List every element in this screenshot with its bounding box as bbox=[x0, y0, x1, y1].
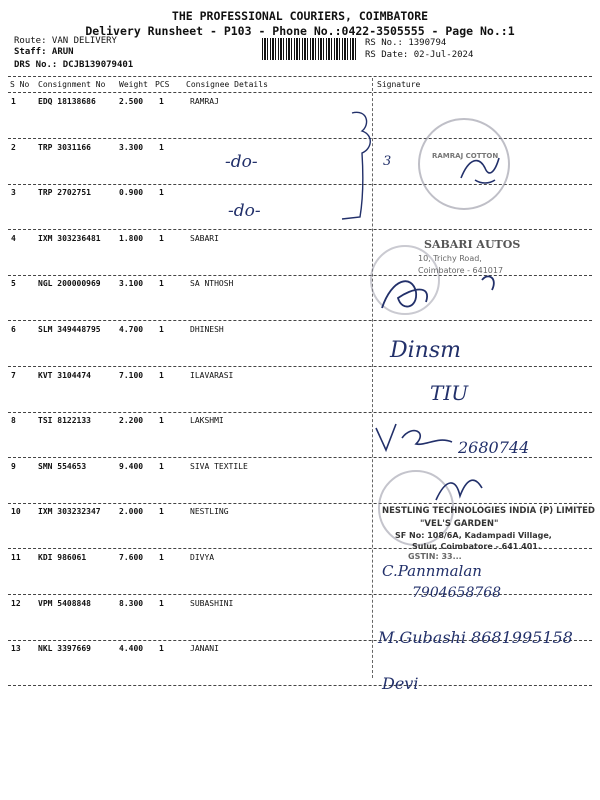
col-header-sno: S No bbox=[10, 80, 30, 89]
row-sno: 11 bbox=[11, 553, 21, 562]
row-pcs: 1 bbox=[159, 97, 164, 106]
row-pcs: 1 bbox=[159, 462, 164, 471]
row-divider bbox=[8, 412, 592, 413]
row-sno: 5 bbox=[11, 279, 16, 288]
nestling-stamp-line3: SF No: 108/6A, Kadampadi Village, bbox=[395, 531, 552, 540]
row-weight: 7.100 bbox=[119, 371, 144, 380]
row-sno: 13 bbox=[11, 644, 21, 653]
col-header-signature: Signature bbox=[377, 80, 421, 89]
row-pcs: 1 bbox=[159, 644, 164, 653]
row-consignee: LAKSHMI bbox=[190, 416, 224, 425]
row-consignee: ILAVARASI bbox=[190, 371, 234, 380]
col-header-consignee: Consignee Details bbox=[186, 80, 268, 89]
staff-label: Staff: ARUN bbox=[14, 47, 74, 57]
row-pcs: 1 bbox=[159, 599, 164, 608]
row-weight: 2.200 bbox=[119, 416, 144, 425]
row-consignee: NESTLING bbox=[190, 507, 229, 516]
row-weight: 1.800 bbox=[119, 234, 144, 243]
row-consignment-no: SMN 554653 bbox=[38, 462, 87, 471]
row-consignment-no: IXM 303236481 bbox=[38, 234, 101, 243]
row-divider bbox=[8, 138, 592, 139]
col-header-weight: Weight bbox=[119, 80, 148, 89]
row-sno: 9 bbox=[11, 462, 16, 471]
row2-ditto-handwritten: -do- bbox=[225, 152, 258, 172]
row7-signature: TIU bbox=[430, 381, 469, 405]
row-consignee: SUBASHINI bbox=[190, 599, 234, 608]
row3-ditto-handwritten: -do- bbox=[228, 201, 261, 221]
sabari-stamp-address2: Coimbatore - 641017 bbox=[418, 266, 504, 275]
row-weight: 2.000 bbox=[119, 507, 144, 516]
row5-signature bbox=[372, 268, 512, 320]
row-consignment-no: KDI 986061 bbox=[38, 553, 87, 562]
row6-signature: Dinsm bbox=[390, 338, 461, 363]
sabari-stamp-name: SABARI AUTOS bbox=[424, 238, 521, 251]
row-sno: 1 bbox=[11, 97, 16, 106]
row-consignment-no: IXM 303232347 bbox=[38, 507, 101, 516]
row-divider bbox=[8, 457, 592, 458]
row-weight: 4.700 bbox=[119, 325, 144, 334]
row-pcs: 1 bbox=[159, 279, 164, 288]
row-pcs: 1 bbox=[159, 325, 164, 334]
row-weight: 3.100 bbox=[119, 279, 144, 288]
row11-signature: C.Pannmalan bbox=[382, 562, 482, 580]
drs-number: DRS No.: DCJB139079401 bbox=[14, 60, 134, 70]
header-rule bbox=[8, 92, 592, 93]
row-consignment-no: NKL 3397669 bbox=[38, 644, 91, 653]
nestling-stamp-line4: Sulur, Coimbatore - 641 401. bbox=[412, 542, 541, 551]
row-weight: 0.900 bbox=[119, 188, 144, 197]
bracket-scribble bbox=[340, 105, 380, 225]
table-top-rule bbox=[8, 76, 592, 77]
row-consignment-no: NGL 200000969 bbox=[38, 279, 101, 288]
row-weight: 9.400 bbox=[119, 462, 144, 471]
row8-phone-handwritten: 2680744 bbox=[458, 438, 530, 457]
row-consignment-no: TRP 2702751 bbox=[38, 188, 91, 197]
row-sno: 8 bbox=[11, 416, 16, 425]
row2-signature bbox=[455, 150, 505, 190]
row11-phone-handwritten: 7904658768 bbox=[412, 585, 502, 601]
row-divider bbox=[8, 594, 592, 595]
row-sno: 6 bbox=[11, 325, 16, 334]
nestling-stamp-line5: GSTIN: 33... bbox=[408, 552, 462, 561]
row-consignment-no: SLM 349448795 bbox=[38, 325, 101, 334]
row2-mark-handwritten: 3 bbox=[383, 154, 392, 169]
row-pcs: 1 bbox=[159, 188, 164, 197]
nestling-stamp-name: NESTLING TECHNOLOGIES INDIA (P) LIMITED bbox=[382, 506, 595, 516]
row-divider bbox=[8, 366, 592, 367]
row-weight: 7.600 bbox=[119, 553, 144, 562]
row-consignee: SA NTHOSH bbox=[190, 279, 234, 288]
row13-signature: Devi bbox=[382, 674, 419, 693]
row-sno: 7 bbox=[11, 371, 16, 380]
row-consignment-no: VPM 5408848 bbox=[38, 599, 91, 608]
ramraj-stamp-text: RAMRAJ COTTON bbox=[432, 152, 499, 160]
row-sno: 10 bbox=[11, 507, 21, 516]
row-consignee: DHINESH bbox=[190, 325, 224, 334]
row-consignee: JANANI bbox=[190, 644, 219, 653]
row-sno: 3 bbox=[11, 188, 16, 197]
row-weight: 3.300 bbox=[119, 143, 144, 152]
row-pcs: 1 bbox=[159, 553, 164, 562]
row-pcs: 1 bbox=[159, 234, 164, 243]
row-consignment-no: TRP 3031166 bbox=[38, 143, 91, 152]
rs-date: RS Date: 02-Jul-2024 bbox=[365, 50, 474, 60]
runsheet-subtitle: Delivery Runsheet - P103 - Phone No.:0422-3505555 - Page No.:1 bbox=[85, 24, 515, 38]
row-divider bbox=[8, 503, 592, 504]
row-weight: 8.300 bbox=[119, 599, 144, 608]
nestling-stamp-line2: "VEL'S GARDEN" bbox=[420, 519, 499, 529]
row-divider bbox=[8, 685, 592, 686]
rs-number: RS No.: 1390794 bbox=[365, 38, 447, 48]
row-divider bbox=[8, 320, 592, 321]
row12-signature: M.Gubashi 8681995158 bbox=[378, 628, 573, 647]
row-consignee: SABARI bbox=[190, 234, 219, 243]
row-sno: 4 bbox=[11, 234, 16, 243]
col-header-pcs: PCS bbox=[155, 80, 170, 89]
row-pcs: 1 bbox=[159, 416, 164, 425]
sabari-stamp-address1: 10, Trichy Road, bbox=[418, 254, 482, 263]
row-consignment-no: TSI 8122133 bbox=[38, 416, 91, 425]
row-sno: 2 bbox=[11, 143, 16, 152]
row-pcs: 1 bbox=[159, 371, 164, 380]
barcode bbox=[262, 38, 358, 60]
row-divider bbox=[8, 229, 592, 230]
row9-signature bbox=[430, 470, 490, 510]
route-label: Route: VAN DELIVERY bbox=[14, 36, 117, 46]
company-title: THE PROFESSIONAL COURIERS, COIMBATORE bbox=[171, 9, 429, 23]
row-sno: 12 bbox=[11, 599, 21, 608]
row-consignee: DIVYA bbox=[190, 553, 215, 562]
row-consignee: SIVA TEXTILE bbox=[190, 462, 248, 471]
row-consignment-no: EDQ 18138686 bbox=[38, 97, 96, 106]
row-pcs: 1 bbox=[159, 507, 164, 516]
row-consignee: RAMRAJ bbox=[190, 97, 219, 106]
row-weight: 2.500 bbox=[119, 97, 144, 106]
row-weight: 4.400 bbox=[119, 644, 144, 653]
col-header-consignment: Consignment No bbox=[38, 80, 106, 89]
row8-signature-mark bbox=[372, 418, 462, 460]
row-consignment-no: KVT 3104474 bbox=[38, 371, 91, 380]
row-pcs: 1 bbox=[159, 143, 164, 152]
